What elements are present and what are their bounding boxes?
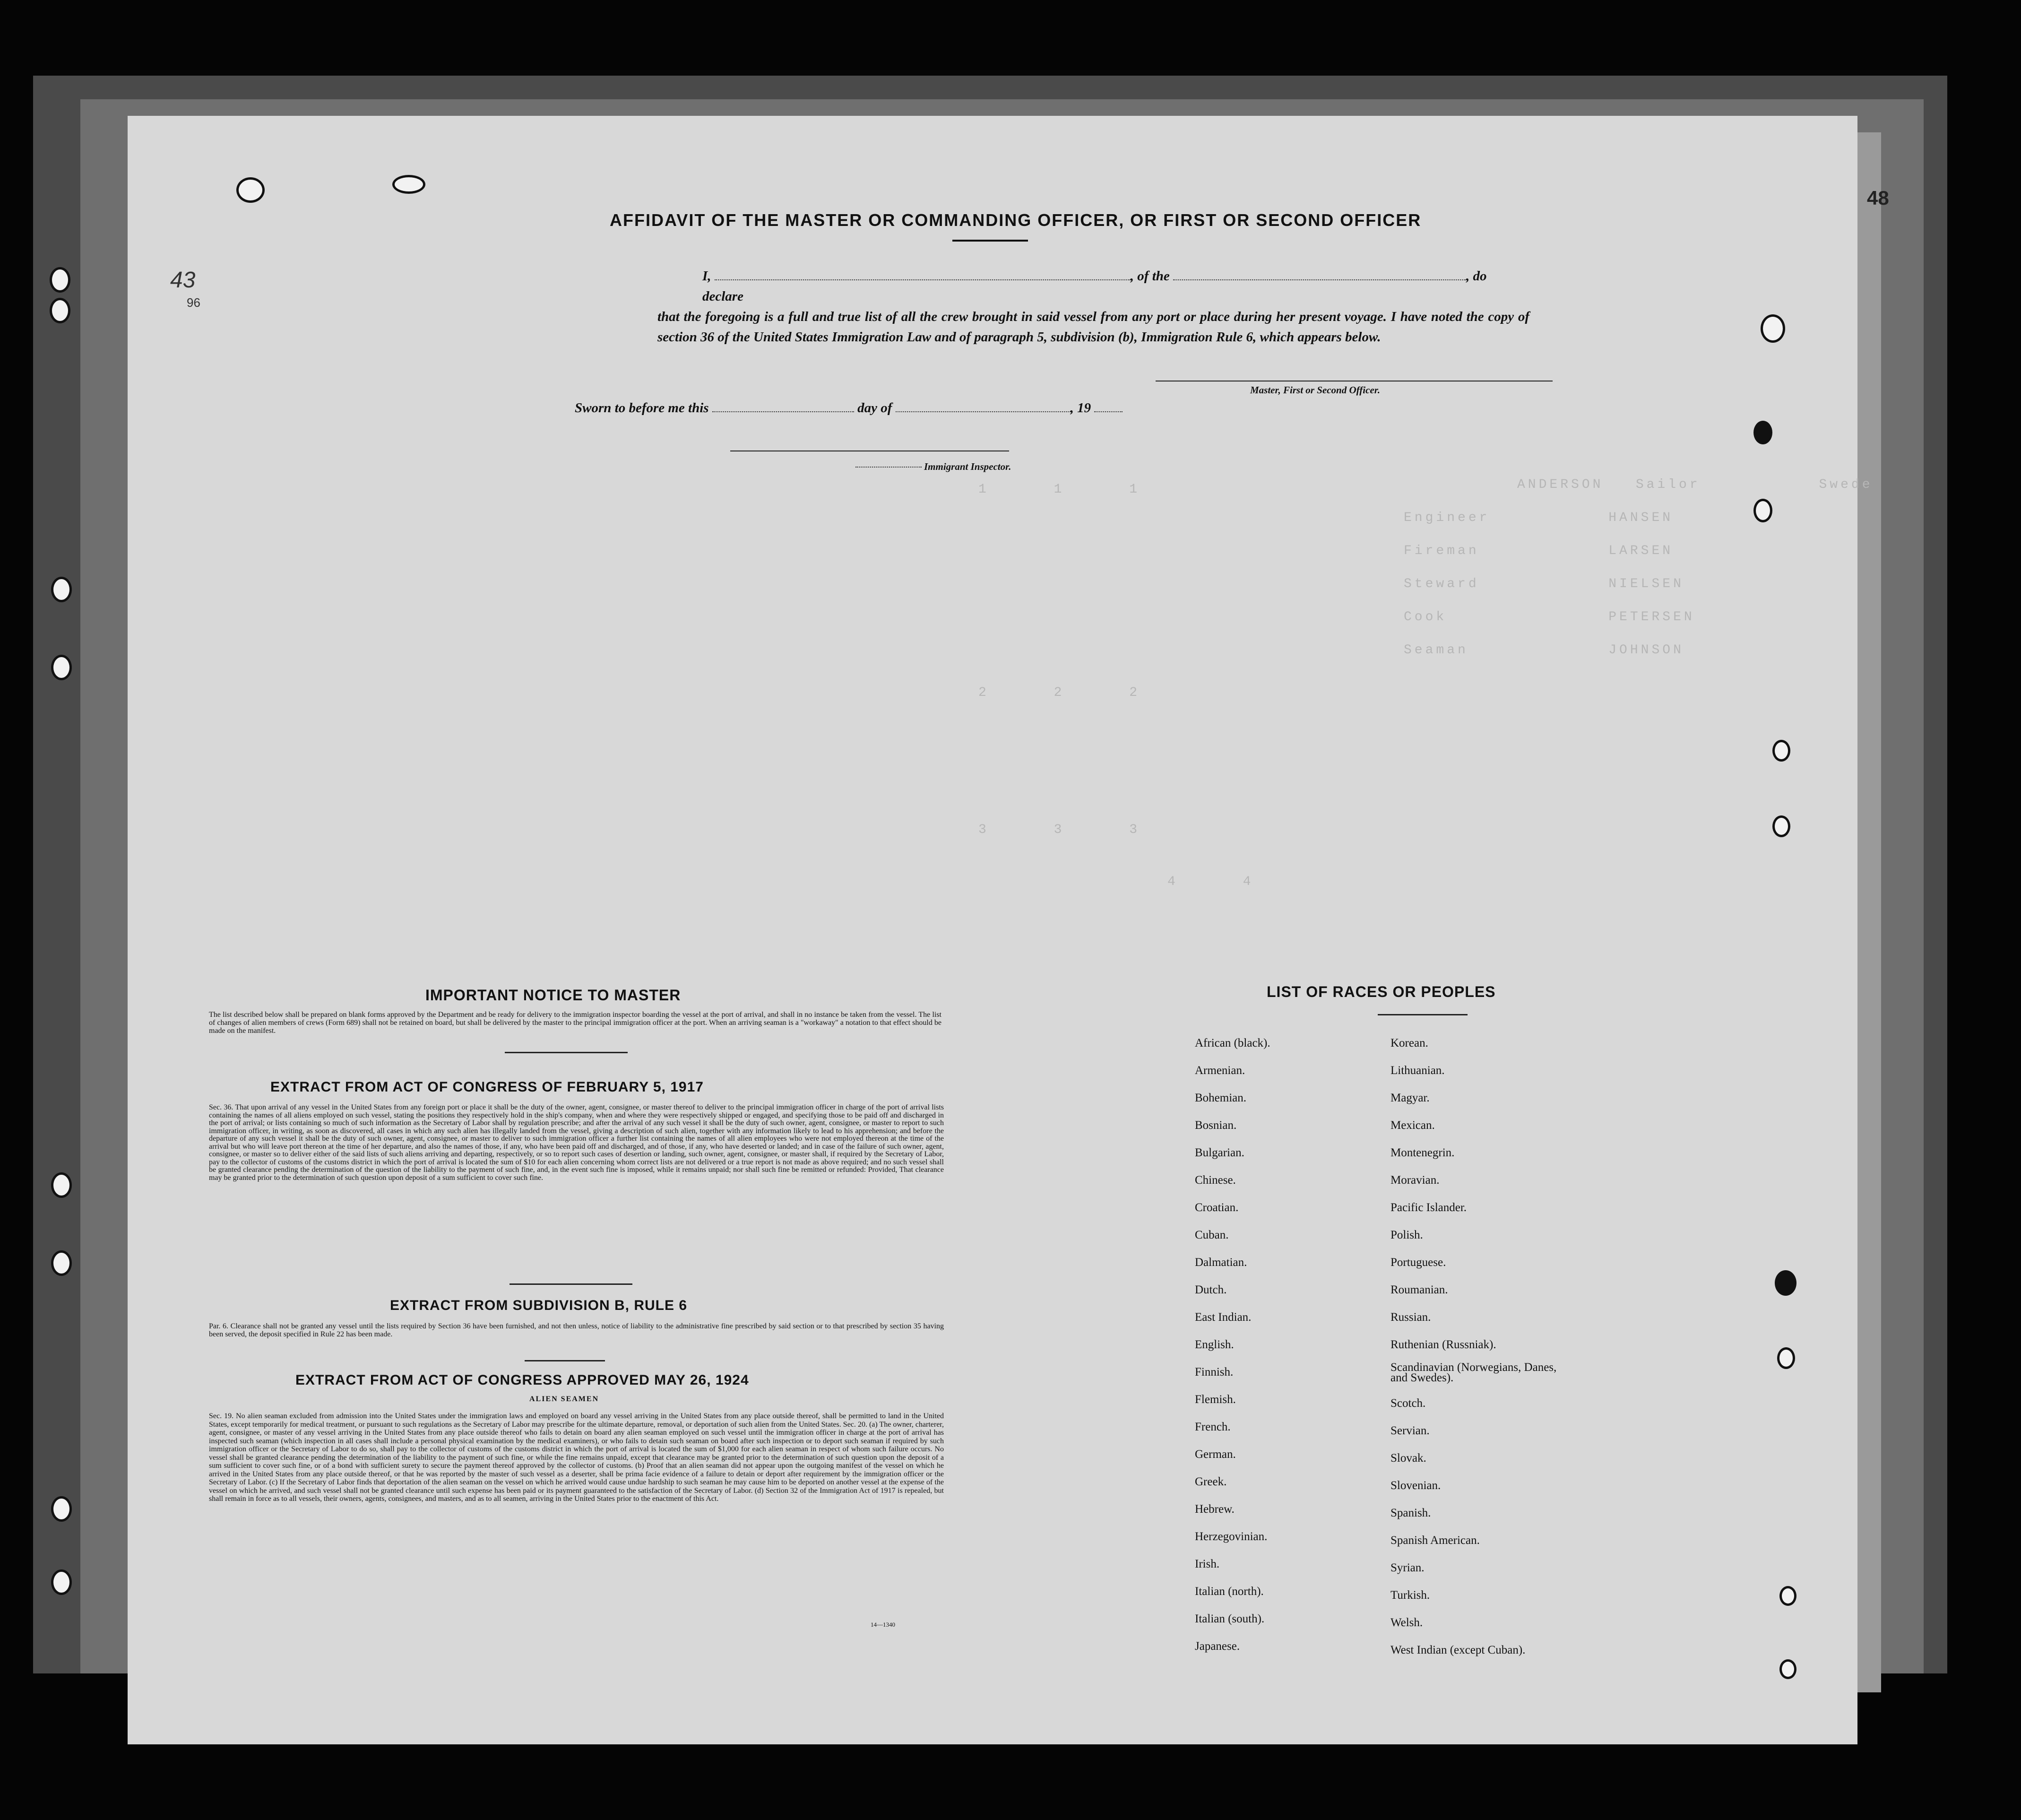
race-item: Moravian.	[1391, 1174, 1440, 1187]
race-item: French.	[1195, 1421, 1231, 1433]
race-item: Russian.	[1391, 1311, 1431, 1324]
binder-hole	[1775, 1270, 1796, 1296]
race-item: Italian (south).	[1195, 1612, 1265, 1625]
binder-hole	[51, 655, 72, 680]
binder-hole	[1777, 1347, 1795, 1369]
affidavit-text	[527, 266, 1529, 347]
race-item: Croatian.	[1195, 1201, 1239, 1214]
race-item: Dutch.	[1195, 1283, 1227, 1296]
binder-hole	[236, 177, 265, 203]
binder-hole	[51, 1569, 72, 1595]
race-item: Flemish.	[1195, 1393, 1236, 1406]
race-item: Turkish.	[1391, 1589, 1430, 1602]
day-of-label: day of	[857, 400, 892, 416]
binder-hole	[1772, 815, 1790, 837]
sworn-label: Sworn to before me this	[575, 400, 709, 416]
extract-1924-heading: EXTRACT FROM ACT OF CONGRESS APPROVED MAY 26, 1924	[295, 1372, 749, 1388]
race-item: Slovak.	[1391, 1452, 1426, 1465]
binder-hole	[1761, 314, 1785, 343]
binder-hole	[1753, 421, 1772, 444]
race-item: Pacific Islander.	[1391, 1201, 1467, 1214]
binder-hole	[392, 175, 425, 194]
race-item: Servian.	[1391, 1424, 1430, 1437]
race-item: German.	[1195, 1448, 1236, 1461]
race-item: Cuban.	[1195, 1229, 1229, 1241]
form-number: 14—1340	[871, 1621, 895, 1628]
race-item: Bosnian.	[1195, 1119, 1237, 1132]
race-item: Irish.	[1195, 1558, 1220, 1570]
race-item: Ruthenian (Russniak).	[1391, 1338, 1496, 1351]
race-item: Korean.	[1391, 1037, 1428, 1049]
of-the-label: , of the	[1130, 269, 1170, 284]
race-item: Italian (north).	[1195, 1585, 1264, 1598]
race-item: Magyar.	[1391, 1092, 1430, 1104]
races-heading: LIST OF RACES OR PEOPLES	[1267, 983, 1496, 1000]
extract-rule6-text: Par. 6. Clearance shall not be granted any vessel until the lists required by Section 36 have been furnished, and not then unless, notice of liability to the administrative fine prescribed by said section or to that prescribed by section 35 having been served, the deposit specified in Rule 22 has been made.	[209, 1322, 944, 1338]
race-item: West Indian (except Cuban).	[1391, 1644, 1526, 1656]
race-item: Roumanian.	[1391, 1283, 1448, 1296]
inspector-dotted-line	[855, 467, 922, 468]
do-declare-label: , do declare	[702, 269, 1487, 304]
extract-1917-heading: EXTRACT FROM ACT OF CONGRESS OF FEBRUARY 5, 1917	[270, 1079, 704, 1095]
race-item: Bohemian.	[1195, 1092, 1247, 1104]
declaration-line	[527, 266, 1529, 307]
notice-heading: IMPORTANT NOTICE TO MASTER	[425, 987, 681, 1004]
race-item: Bulgarian.	[1195, 1146, 1244, 1159]
binder-hole	[1753, 499, 1772, 522]
binder-hole	[1772, 740, 1790, 762]
section-divider	[505, 1052, 628, 1053]
notice-text: The list described below shall be prepared on blank forms approved by the Department and be ready for delivery to the immigration inspector boarding the vessel at the port of arrival, and shall in no instance be taken from the vessel. The list of changes of alien members of crews (Form 689) shall not be retained on board, but shall be delivered by the master to the principal immigration officer at the port. When an arriving seaman is a "workaway" a notation to that effect should be made on the manifest.	[209, 1011, 941, 1035]
title-underline	[952, 240, 1028, 242]
extract-1924-text: Sec. 19. No alien seaman excluded from admission into the United States under the immigration laws and employed on board any vessel arriving in the United States from any place outside thereof, shall be permitted to land in the United States, except temporarily for medical treatment, or pursuant to such regulations as the Secretary of Labor may prescribe for the ultimate departure, removal, or deportation of such alien from the United States. Sec. 20. (a) The owner, charterer, agent, consignee, or master of any vessel arriving in the United States from any place outside thereof who fails to detain on board any alien seaman employed on such vessel until the immigration officer in charge at the port of arrival has inspected such seaman (which inspection in all cases shall include a personal physical examination by the medical examiners), or who fails to detain such seaman on board after such inspection or to deport such seaman if required by such immigration officer or the Secretary of Labor to do so, shall pay to the collector of customs of the customs district in which the port of arrival is located the sum of $1,000 for each alien seaman in respect of whom such failure occurs. No vessel shall be granted clearance pending the determination of the liability to the payment of such fine, or while the fine remains unpaid, except that clearance may be granted prior to the determination of such question upon the deposit of a sum sufficient to cover such fine, or of a bond with sufficient surety to secure the payment thereof approved by the collector of customs. (b) Proof that an alien seaman did not appear upon the outgoing manifest of the vessel on which he arrived in the United States from any place outside thereof, or that he was reported by the master of such vessel as a deserter, shall be prima facie evidence of a failure to detain or deport after requirement by the immigration officer or the Secretary of Labor. (c) If the Secretary of Labor finds that deportation of the alien seaman on the vessel on which he arrived would cause undue hardship to such seaman he may cause him to be deported on another vessel at the expense of the vessel on which he arrived, and such vessel shall not be granted clearance until such expense has been paid or its payment guaranteed to the satisfaction of the Secretary of Labor. (d) Section 32 of the Immigration Act of 1917 is repealed, but shall remain in force as to all vessels, their owners, agents, consignees, and masters, and as to all seamen, arriving in the United States prior to the enactment of this Act.	[209, 1412, 944, 1503]
extract-rule6-heading: EXTRACT FROM SUBDIVISION B, RULE 6	[390, 1298, 688, 1313]
vessel-name-field[interactable]	[1173, 279, 1466, 280]
extract-1917-text: Sec. 36. That upon arrival of any vessel in the United States from any foreign port or place it shall be the duty of the owner, agent, consignee, or master thereof to deliver to the principal immigration officer in charge of the port of arrival lists containing the names of all aliens employed on such vessel, stating the positions they respectively hold in the ship's company, when and where they were respectively shipped or engaged, and specifying those to be paid off and discharged in the port of arrival; or lists containing so much of such information as the Secretary of Labor shall by regulation prescribe; and after the arrival of any such vessel it shall be the duty of such owner, agent, consignee, or master to report to such immigration officer, in writing, as soon as discovered, all cases in which any such alien has illegally landed from the vessel, giving a description of such alien, together with any information likely to lead to his apprehension; and before the departure of any such vessel it shall be the duty of such owner, agent, consignee, or master to deliver to such immigration officer a further list containing the names of all alien employees who were not employed thereon at the time of the arrival but who will leave port thereon at the time of her departure, and also the names of those, if any, who have been paid off and discharged, and of those, if any, who have deserted or landed; and in case of the failure of such owner, agent, consignee, or master so to deliver either of the said lists of such aliens arriving and departing, respectively, or so to report such cases of desertion or landing, such owner, agent, consignee, or master shall, if required by the Secretary of Labor, pay to the collector of customs of the customs district in which the port of arrival is located the sum of $10 for each alien concerning whom correct lists are not delivered or a true report is not made as above required; and no such vessel shall be granted clearance pending the determination of the question of the liability to the payment of such fine, and, in the event such fine is imposed, while it remains unpaid; nor shall such fine be remitted or refunded: Provided, That clearance may be granted prior to the determination of such question upon deposit of a sum sufficient to cover such fine.	[209, 1103, 944, 1182]
sworn-year-field[interactable]	[1094, 411, 1123, 412]
corner-page-number: 48	[1867, 187, 1889, 209]
race-item: Scandinavian (Norwegians, Danes, and Swedes).	[1391, 1361, 1557, 1384]
race-item: English.	[1195, 1338, 1234, 1351]
race-item: African (black).	[1195, 1037, 1270, 1049]
binder-hole	[1779, 1586, 1796, 1606]
race-item: Hebrew.	[1195, 1503, 1235, 1516]
races-heading-underline	[1378, 1014, 1468, 1015]
race-item: Welsh.	[1391, 1616, 1423, 1629]
master-signature-label: Master, First or Second Officer.	[1250, 384, 1380, 396]
race-item: Spanish.	[1391, 1507, 1431, 1519]
race-item: Chinese.	[1195, 1174, 1236, 1187]
binder-hole	[1779, 1659, 1796, 1679]
races-right-column	[1391, 1030, 1561, 1664]
handwritten-page-number: 43	[170, 268, 196, 293]
race-item: Scotch.	[1391, 1397, 1426, 1410]
alien-seamen-subheading: ALIEN SEAMEN	[529, 1395, 599, 1403]
handwritten-scribble: 96	[187, 295, 200, 310]
race-item: Japanese.	[1195, 1640, 1240, 1653]
race-item: Dalmatian.	[1195, 1256, 1247, 1269]
sworn-day-field[interactable]	[712, 411, 854, 412]
year-prefix-label: , 19	[1070, 400, 1091, 416]
race-item: Greek.	[1195, 1475, 1227, 1488]
race-item: East Indian.	[1195, 1311, 1252, 1324]
race-item: Spanish American.	[1391, 1534, 1480, 1547]
section-divider	[510, 1283, 632, 1285]
section-divider	[525, 1360, 605, 1361]
binder-hole	[50, 267, 70, 293]
affidavit-title: AFFIDAVIT OF THE MASTER OR COMMANDING OFFICER, OR FIRST OR SECOND OFFICER	[610, 210, 1422, 230]
race-item: Montenegrin.	[1391, 1146, 1455, 1159]
race-item: Mexican.	[1391, 1119, 1435, 1132]
binder-hole	[51, 577, 72, 602]
race-item: Armenian.	[1195, 1064, 1245, 1077]
race-item: Portuguese.	[1391, 1256, 1446, 1269]
race-item: Finnish.	[1195, 1366, 1234, 1378]
affidavit-page: ANDERSON Sailor Swede Engineer HANSEN Fireman LARSEN Steward NIELSEN Cook PETERSEN Seaman JOHNSON 1 1 1 2 2 2 3 3 3 4 4 43 96 AFFIDAVIT OF THE MASTER OR COMMANDING OFFICER, OR FIRST OR SECOND OFFICER I, , of the , do declare that the foregoing is a full and true list of all the crew brought in said vessel from any port or place during her present voyage. I have noted the copy of section 36 of the United States Immigration Law and of paragraph 5, subdivision (b), Immigration Rule 6, which appears below. Master, First or Second Officer. Sworn to before me this day of , 19 Immigrant Inspector. IMPORTANT NOTICE TO MASTER The list described below shall be prepared on blank forms approved by the Department and be ready for delivery to the immigration inspector boarding the vessel at the port of arrival, and shall in no instance be taken from the vessel. The list of changes of alien members of crews (Form 689) shall not be retained on board, but shall be delivered by the master to the principal immigration officer at the port. When an arriving seaman is a "workaway" a notation to that effect should be made on the manifest. EXTRACT FROM ACT OF CONGRESS OF FEBRUARY 5, 1917 Sec. 36. That upon arrival of any vessel in the United States from any foreign port or place it shall be the duty of the owner, agent, consignee, or master thereof to deliver to the principal immigration officer in charge of the port of arrival lists containing the names of all aliens employed on such vessel, stating the positions they respectively hold in the ship's company, when and where they were respectively shipped or engaged, and specifying those to be paid off and discharged in the port of arrival; or lists containing so much of such information as the Secretary of Labor shall by regulation prescribe; and after the arrival of any such vessel it shall be the duty of such owner, agent, consignee, or master to report to such immigration officer, in writing, as soon as discovered, all cases in which any such alien has illegally landed from the vessel, giving a description of such alien, together with any information likely to lead to his apprehension; and before the departure of any such vessel it shall be the duty of such owner, agent, consignee, or master to deliver to such immigration officer a further list containing the names of all alien employees who were not employed thereon at the time of the arrival but who will leave port thereon at the time of her departure, and also the names of those, if any, who have been paid off and discharged, and of those, if any, who have deserted or landed; and in case of the failure of such owner, agent, consignee, or master so to deliver either of the said lists of such aliens arriving and departing, respectively, or so to report such cases of desertion or landing, such owner, agent, consignee, or master shall, if required by the Secretary of Labor, pay to the collector of customs of the customs district in which the port of arrival is located the sum of $10 for each alien concerning whom correct lists are not delivered or a true report is not made as above required; and no such vessel shall be granted clearance pending the determination of the question of the liability to the payment of such fine, and, in the event such fine is imposed, while it remains unpaid; nor shall such fine be remitted or refunded: Provided, That clearance may be granted prior to the determination of such question upon deposit of a sum sufficient to cover such fine. EXTRACT FROM SUBDIVISION B, RULE 6 Par. 6. Clearance shall not be granted any vessel until the lists required by Section 36 have been furnished, and not then unless, notice of liability to the administrative fine prescribed by said section or to that prescribed by section 35 having been served, the deposit specified in Rule 22 has been made. EXTRACT FROM ACT OF CONGRESS APPROVED MAY 26, 1924 ALIEN SEAMEN Sec. 19. No alien seaman excluded from admission into the United States under the immigration laws and employed on board any vessel arriving in the United States from any place outside thereof, shall be permitted to land in the United States, except temporarily for medical treatment, or pursuant to such regulations as the Secretary of Labor may prescribe for the ultimate departure, removal, or deportation of such alien from the United States. Sec. 20. (a) The owner, charterer, agent, consignee, or master of any vessel arriving in the United States from any place outside thereof who fails to detain on board any alien seaman employed on such vessel until the immigration officer in charge at the port of arrival has inspected such seaman (which inspection in all cases shall include a personal physical examination by the medical examiners), or who fails to detain such seaman on board after such inspection or to deport such seaman if required by such immigration officer or the Secretary of Labor to do so, shall pay to the collector of customs of the customs district in which the port of arrival is located the sum of $1,000 for each alien seaman in respect of whom such failure occurs. No vessel shall be granted clearance pending the determination of the liability to the payment of such fine, or while the fine remains unpaid, except that clearance may be granted prior to the determination of such question upon the deposit of a sum sufficient to cover such fine, or of a bond with sufficient surety to secure the payment thereof approved by the collector of customs. (b) Proof that an alien seaman did not appear upon the outgoing manifest of the vessel on which he arrived in the United States from any place outside thereof, or that he was reported by the master of such vessel as a deserter, shall be prima facie evidence of a failure to detain or deport after requirement by the immigration officer or the Secretary of Labor. (c) If the Secretary of Labor finds that deportation of the alien seaman on the vessel on which he arrived would cause undue hardship to such seaman he may cause him to be deported on another vessel at the expense of the vessel on which he arrived, and such vessel shall not be granted clearance until such expense has been paid or its payment guaranteed to the satisfaction of the Secretary of Labor. (d) Section 32 of the Immigration Act of 1917 is repealed, but shall remain in force as to all vessels, their owners, agents, consignees, and masters, and as to all seamen, arriving in the United States prior to the enactment of this Act. 14—1340 LIST OF RACES OR PEOPLES African (black). Armenian. Bohemian. Bosnian. Bulgarian. Chinese. Croatian. Cuban. Dalmatian. Dutch. East Indian. English. Finnish. Flemish. French. German. Greek. Hebrew. Herzegovinian. Irish. Italian (north). Italian (south). Japanese. Korean. Lithuanian. Magyar. Mexican. Montenegrin. Moravian. Pacific Islander. Polish. Portuguese. Roumanian. Russian. Ruthenian (Russniak). Scandinavian (Norwegians, Danes, and Swedes). Scotch. Servian. Slovak. Slovenian. Spanish. Spanish American. Syrian. Turkish. Welsh. West Indian (except Cuban).	[128, 116, 1857, 1744]
race-item: Herzegovinian.	[1195, 1530, 1268, 1543]
race-item: Syrian.	[1391, 1561, 1425, 1574]
inspector-signature-label: Immigrant Inspector.	[924, 461, 1011, 472]
binder-hole	[51, 1172, 72, 1198]
binder-hole	[50, 298, 70, 323]
race-item: Polish.	[1391, 1229, 1423, 1241]
sworn-line	[575, 400, 1123, 416]
binder-hole	[51, 1496, 72, 1522]
race-item: Slovenian.	[1391, 1479, 1441, 1492]
master-name-field[interactable]	[715, 279, 1131, 280]
sworn-month-field[interactable]	[896, 411, 1071, 412]
declaration-body: that the foregoing is a full and true list of all the crew brought in said vessel from any port or place during her present voyage. I have noted the copy of section 36 of the United States Immigration Law and of paragraph 5, subdivision (b), Immigration Rule 6, which appears below.	[657, 309, 1529, 345]
declarant-prefix: I,	[702, 269, 711, 284]
races-left-column	[1195, 1030, 1270, 1660]
binder-hole	[51, 1250, 72, 1276]
race-item: Lithuanian.	[1391, 1064, 1445, 1077]
